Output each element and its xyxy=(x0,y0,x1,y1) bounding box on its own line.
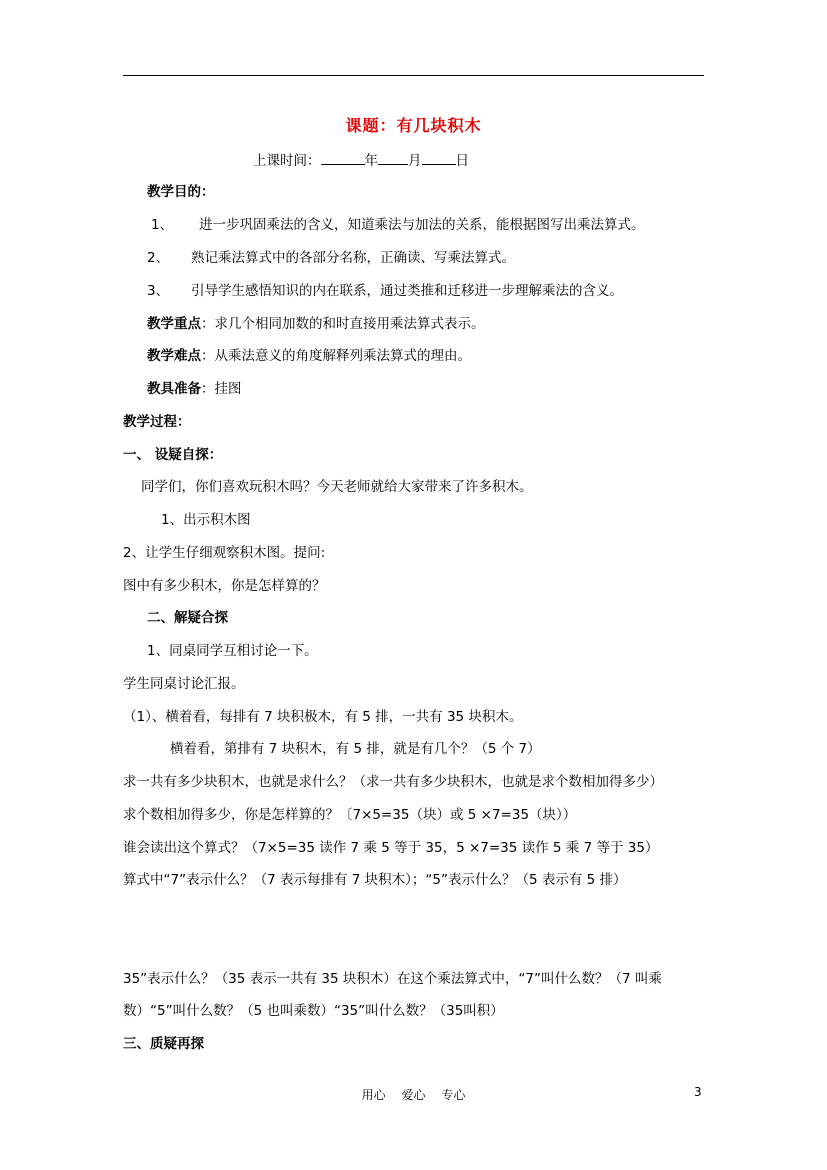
month-blank xyxy=(378,150,408,165)
objectives-heading: 教学目的： xyxy=(147,184,215,200)
section1-heading: 一、 设疑自探： xyxy=(123,447,223,463)
paragraph-line: 数）“5”叫什么数？（5 也叫乘数）“35”叫什么数？（35叫积） xyxy=(123,1003,504,1019)
section2-heading: 二、解疑合探 xyxy=(147,610,228,626)
footer-motto: 专心 xyxy=(441,1088,466,1102)
date-line xyxy=(253,150,469,170)
paragraph-line: 求个数相加得多少，你是怎样算的？〔7×5=35（块）或 5 ×7=35（块）） xyxy=(123,807,577,823)
lesson-title: 课题：有几块积木 xyxy=(345,116,482,135)
difficulty-text: ：从乘法意义的角度解释列乘法算式的理由。 xyxy=(201,348,471,364)
paragraph-line: 1、同桌同学互相讨论一下。 xyxy=(147,643,318,659)
year-label: 年 xyxy=(364,153,378,169)
paragraph-line: 算式中“7”表示什么？（7 表示每排有 7 块积木）；“5”表示什么？（5 表示有 5 排） xyxy=(123,872,627,888)
difficulty xyxy=(147,347,471,365)
paragraph-line: （1）、横着看，每排有 7 块积极木，有 5 排，一共有 35 块积木。 xyxy=(123,709,523,725)
day-label: 日 xyxy=(455,153,469,169)
key-point-label: 教学重点 xyxy=(147,316,201,332)
objective-item-2 xyxy=(147,249,515,267)
objective-item-3 xyxy=(147,282,623,300)
objective-num: 2、 xyxy=(147,250,170,266)
objective-num: 1、 xyxy=(151,217,174,233)
objective-text: 进一步巩固乘法的含义，知道乘法与加法的关系，能根据图写出乘法算式。 xyxy=(199,217,645,233)
paragraph-line: 横着看，第排有 7 块积木，有 5 排，就是有几个？（5 个 7） xyxy=(170,741,541,757)
page-footer xyxy=(0,1086,827,1103)
objective-item-1 xyxy=(151,216,645,234)
paragraph-line: 学生同桌讨论汇报。 xyxy=(123,676,245,692)
footer-motto: 爱心 xyxy=(401,1088,426,1102)
paragraph-line: 35”表示什么？（35 表示一共有 35 块积木）在这个乘法算式中，“7”叫什么数？（7 叫乘 xyxy=(123,971,662,987)
month-label: 月 xyxy=(408,153,422,169)
paragraph-line: 求一共有多少块积木，也就是求什么？（求一共有多少块积木，也就是求个数相加得多少） xyxy=(123,774,663,790)
materials-label: 教具准备 xyxy=(147,381,201,397)
paragraph-line: 同学们，你们喜欢玩积木吗？今天老师就给大家带来了许多积木。 xyxy=(141,479,533,495)
key-point xyxy=(147,315,485,333)
header-rule xyxy=(123,75,704,76)
objective-text: 熟记乘法算式中的各部分名称，正确读、写乘法算式。 xyxy=(191,250,515,266)
difficulty-label: 教学难点 xyxy=(147,348,201,364)
day-blank xyxy=(422,150,456,165)
materials-text: ：挂图 xyxy=(201,381,242,397)
date-prefix: 上课时间： xyxy=(253,153,321,169)
year-blank xyxy=(321,150,365,165)
materials xyxy=(147,380,242,398)
paragraph-line: 图中有多少积木，你是怎样算的？ xyxy=(123,578,326,594)
process-heading: 教学过程： xyxy=(123,414,191,430)
paragraph-line: 2、让学生仔细观察积木图。提问: xyxy=(123,545,326,561)
paragraph-line: 谁会读出这个算式？（7×5=35 读作 7 乘 5 等于 35，5 ×7=35 读作 5 乘 7 等于 35） xyxy=(123,840,659,856)
objective-text: 引导学生感悟知识的内在联系，通过类推和迁移进一步理解乘法的含义。 xyxy=(191,283,623,299)
page-number: 3 xyxy=(694,1085,702,1099)
section3-heading: 三、质疑再探 xyxy=(123,1036,204,1052)
objective-num: 3、 xyxy=(147,283,170,299)
footer-motto: 用心 xyxy=(361,1088,386,1102)
key-point-text: ：求几个相同加数的和时直接用乘法算式表示。 xyxy=(201,316,485,332)
paragraph-line: 1、出示积木图 xyxy=(161,512,251,528)
